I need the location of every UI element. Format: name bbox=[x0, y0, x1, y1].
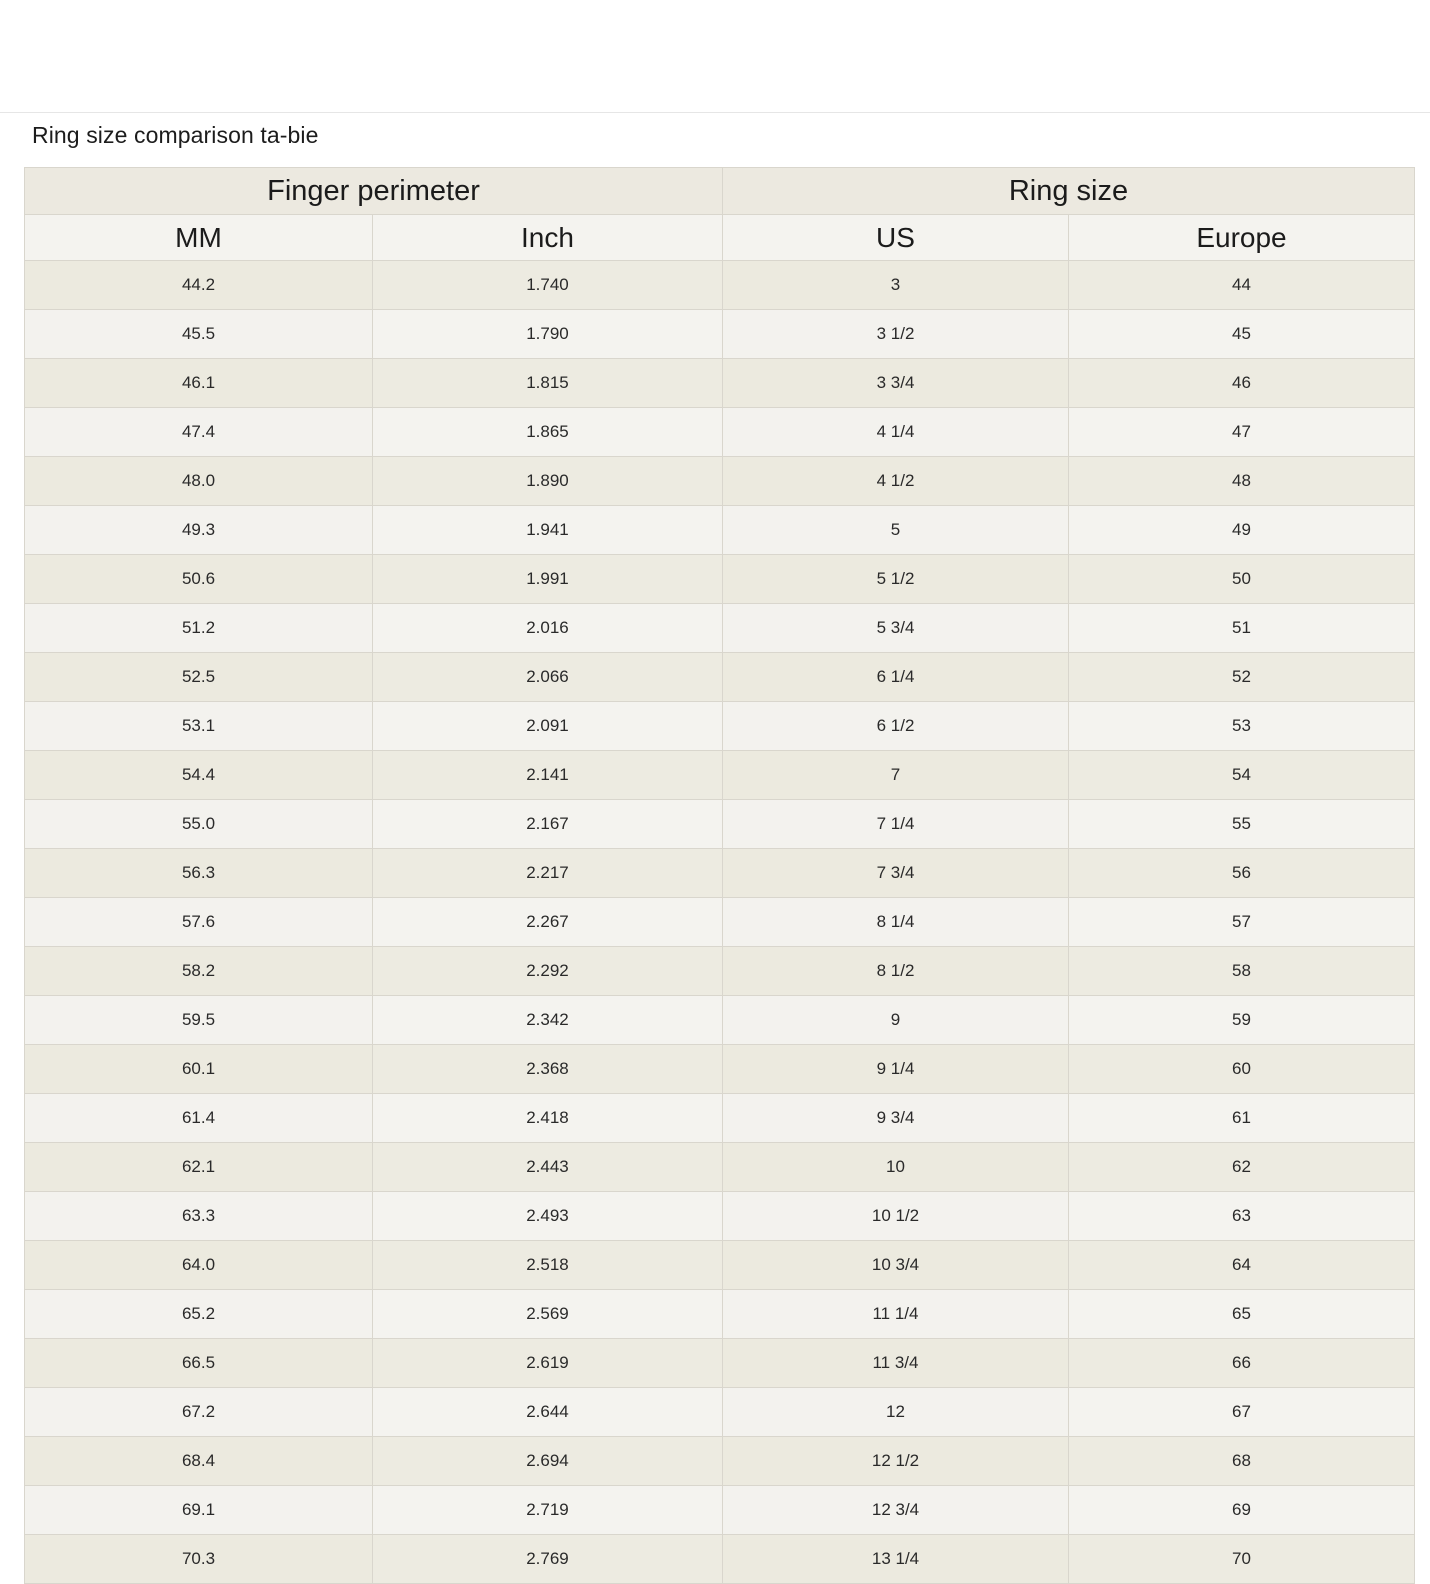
table-cell-eu: 54 bbox=[1069, 751, 1415, 800]
table-cell-us: 5 bbox=[723, 506, 1069, 555]
table-cell-inch: 2.719 bbox=[373, 1486, 723, 1535]
table-cell-inch: 2.066 bbox=[373, 653, 723, 702]
ring-size-table-container bbox=[24, 167, 1414, 1584]
table-cell-inch: 2.694 bbox=[373, 1437, 723, 1486]
page-title: Ring size comparison ta-bie bbox=[32, 122, 319, 148]
table-cell-us: 5 1/2 bbox=[723, 555, 1069, 604]
table-cell-us: 7 1/4 bbox=[723, 800, 1069, 849]
table-cell-mm: 60.1 bbox=[25, 1045, 373, 1094]
column-header-us: US bbox=[723, 215, 1069, 261]
table-cell-eu: 59 bbox=[1069, 996, 1415, 1045]
table-cell-us: 10 bbox=[723, 1143, 1069, 1192]
table-cell-inch: 2.644 bbox=[373, 1388, 723, 1437]
table-cell-mm: 56.3 bbox=[25, 849, 373, 898]
table-cell-us: 8 1/4 bbox=[723, 898, 1069, 947]
group-header-finger-perimeter: Finger perimeter bbox=[25, 168, 723, 215]
table-cell-eu: 67 bbox=[1069, 1388, 1415, 1437]
table-cell-eu: 50 bbox=[1069, 555, 1415, 604]
table-row bbox=[25, 1094, 1415, 1143]
table-row bbox=[25, 310, 1415, 359]
table-row bbox=[25, 898, 1415, 947]
table-cell-eu: 70 bbox=[1069, 1535, 1415, 1584]
table-row bbox=[25, 408, 1415, 457]
table-head bbox=[25, 168, 1415, 261]
table-row bbox=[25, 261, 1415, 310]
table-row bbox=[25, 1192, 1415, 1241]
table-cell-inch: 2.418 bbox=[373, 1094, 723, 1143]
table-cell-mm: 47.4 bbox=[25, 408, 373, 457]
table-cell-eu: 53 bbox=[1069, 702, 1415, 751]
table-row bbox=[25, 1388, 1415, 1437]
table-row bbox=[25, 457, 1415, 506]
table-cell-eu: 51 bbox=[1069, 604, 1415, 653]
table-cell-eu: 64 bbox=[1069, 1241, 1415, 1290]
table-cell-mm: 52.5 bbox=[25, 653, 373, 702]
table-cell-eu: 47 bbox=[1069, 408, 1415, 457]
table-cell-inch: 1.941 bbox=[373, 506, 723, 555]
table-cell-mm: 61.4 bbox=[25, 1094, 373, 1143]
table-cell-eu: 60 bbox=[1069, 1045, 1415, 1094]
table-cell-eu: 52 bbox=[1069, 653, 1415, 702]
table-row bbox=[25, 1339, 1415, 1388]
column-header-inch: Inch bbox=[373, 215, 723, 261]
table-cell-mm: 58.2 bbox=[25, 947, 373, 996]
table-cell-mm: 49.3 bbox=[25, 506, 373, 555]
group-header-ring-size: Ring size bbox=[723, 168, 1415, 215]
table-group-header-row bbox=[25, 168, 1415, 215]
table-cell-eu: 68 bbox=[1069, 1437, 1415, 1486]
table-cell-mm: 45.5 bbox=[25, 310, 373, 359]
column-header-europe: Europe bbox=[1069, 215, 1415, 261]
table-cell-inch: 1.815 bbox=[373, 359, 723, 408]
table-cell-mm: 46.1 bbox=[25, 359, 373, 408]
table-cell-inch: 2.769 bbox=[373, 1535, 723, 1584]
table-cell-inch: 2.342 bbox=[373, 996, 723, 1045]
table-cell-us: 8 1/2 bbox=[723, 947, 1069, 996]
table-row bbox=[25, 653, 1415, 702]
table-cell-inch: 2.368 bbox=[373, 1045, 723, 1094]
table-cell-inch: 2.091 bbox=[373, 702, 723, 751]
table-cell-eu: 69 bbox=[1069, 1486, 1415, 1535]
table-cell-us: 10 3/4 bbox=[723, 1241, 1069, 1290]
table-row bbox=[25, 751, 1415, 800]
page-top-band bbox=[0, 0, 1430, 113]
table-cell-us: 6 1/2 bbox=[723, 702, 1069, 751]
table-cell-mm: 59.5 bbox=[25, 996, 373, 1045]
table-cell-mm: 68.4 bbox=[25, 1437, 373, 1486]
table-row bbox=[25, 1486, 1415, 1535]
table-cell-inch: 2.141 bbox=[373, 751, 723, 800]
table-cell-inch: 2.217 bbox=[373, 849, 723, 898]
table-cell-eu: 48 bbox=[1069, 457, 1415, 506]
table-cell-inch: 1.790 bbox=[373, 310, 723, 359]
table-cell-inch: 1.740 bbox=[373, 261, 723, 310]
table-column-header-row bbox=[25, 215, 1415, 261]
table-cell-inch: 2.518 bbox=[373, 1241, 723, 1290]
table-cell-inch: 1.890 bbox=[373, 457, 723, 506]
table-cell-us: 13 1/4 bbox=[723, 1535, 1069, 1584]
table-body bbox=[25, 261, 1415, 1584]
table-cell-us: 4 1/2 bbox=[723, 457, 1069, 506]
table-cell-us: 11 1/4 bbox=[723, 1290, 1069, 1339]
table-cell-us: 7 3/4 bbox=[723, 849, 1069, 898]
table-cell-eu: 66 bbox=[1069, 1339, 1415, 1388]
table-cell-us: 12 1/2 bbox=[723, 1437, 1069, 1486]
table-cell-mm: 65.2 bbox=[25, 1290, 373, 1339]
table-cell-us: 9 bbox=[723, 996, 1069, 1045]
table-row bbox=[25, 996, 1415, 1045]
column-header-mm: MM bbox=[25, 215, 373, 261]
table-cell-inch: 2.569 bbox=[373, 1290, 723, 1339]
table-cell-eu: 58 bbox=[1069, 947, 1415, 996]
table-cell-eu: 61 bbox=[1069, 1094, 1415, 1143]
table-cell-mm: 63.3 bbox=[25, 1192, 373, 1241]
table-cell-us: 12 3/4 bbox=[723, 1486, 1069, 1535]
table-cell-us: 5 3/4 bbox=[723, 604, 1069, 653]
table-row bbox=[25, 1143, 1415, 1192]
table-cell-eu: 57 bbox=[1069, 898, 1415, 947]
table-cell-mm: 67.2 bbox=[25, 1388, 373, 1437]
table-row bbox=[25, 1290, 1415, 1339]
table-cell-inch: 2.443 bbox=[373, 1143, 723, 1192]
table-cell-mm: 55.0 bbox=[25, 800, 373, 849]
table-cell-mm: 70.3 bbox=[25, 1535, 373, 1584]
table-cell-mm: 44.2 bbox=[25, 261, 373, 310]
table-cell-mm: 54.4 bbox=[25, 751, 373, 800]
table-row bbox=[25, 1241, 1415, 1290]
table-cell-inch: 2.167 bbox=[373, 800, 723, 849]
table-row bbox=[25, 1437, 1415, 1486]
ring-size-table bbox=[24, 167, 1415, 1584]
table-cell-us: 9 3/4 bbox=[723, 1094, 1069, 1143]
table-row bbox=[25, 849, 1415, 898]
table-cell-us: 3 1/2 bbox=[723, 310, 1069, 359]
table-row bbox=[25, 555, 1415, 604]
table-cell-eu: 55 bbox=[1069, 800, 1415, 849]
table-cell-mm: 62.1 bbox=[25, 1143, 373, 1192]
table-cell-us: 3 3/4 bbox=[723, 359, 1069, 408]
table-row bbox=[25, 947, 1415, 996]
table-row bbox=[25, 506, 1415, 555]
table-cell-eu: 63 bbox=[1069, 1192, 1415, 1241]
table-cell-mm: 50.6 bbox=[25, 555, 373, 604]
table-row bbox=[25, 702, 1415, 751]
table-cell-eu: 46 bbox=[1069, 359, 1415, 408]
table-cell-us: 11 3/4 bbox=[723, 1339, 1069, 1388]
table-cell-us: 3 bbox=[723, 261, 1069, 310]
table-cell-eu: 45 bbox=[1069, 310, 1415, 359]
table-cell-inch: 1.865 bbox=[373, 408, 723, 457]
table-cell-us: 6 1/4 bbox=[723, 653, 1069, 702]
table-cell-eu: 49 bbox=[1069, 506, 1415, 555]
table-cell-inch: 2.016 bbox=[373, 604, 723, 653]
table-row bbox=[25, 1045, 1415, 1094]
table-row bbox=[25, 604, 1415, 653]
table-cell-us: 12 bbox=[723, 1388, 1069, 1437]
table-cell-eu: 65 bbox=[1069, 1290, 1415, 1339]
table-cell-us: 10 1/2 bbox=[723, 1192, 1069, 1241]
table-cell-inch: 2.292 bbox=[373, 947, 723, 996]
table-cell-mm: 66.5 bbox=[25, 1339, 373, 1388]
table-cell-mm: 53.1 bbox=[25, 702, 373, 751]
table-cell-inch: 2.619 bbox=[373, 1339, 723, 1388]
table-cell-eu: 56 bbox=[1069, 849, 1415, 898]
table-cell-us: 9 1/4 bbox=[723, 1045, 1069, 1094]
table-cell-mm: 51.2 bbox=[25, 604, 373, 653]
table-cell-mm: 48.0 bbox=[25, 457, 373, 506]
table-cell-eu: 44 bbox=[1069, 261, 1415, 310]
table-row bbox=[25, 359, 1415, 408]
table-cell-inch: 2.493 bbox=[373, 1192, 723, 1241]
table-cell-inch: 2.267 bbox=[373, 898, 723, 947]
table-cell-mm: 64.0 bbox=[25, 1241, 373, 1290]
table-row bbox=[25, 800, 1415, 849]
page-top-faint-text bbox=[220, 44, 1210, 78]
table-cell-eu: 62 bbox=[1069, 1143, 1415, 1192]
table-cell-inch: 1.991 bbox=[373, 555, 723, 604]
table-cell-mm: 69.1 bbox=[25, 1486, 373, 1535]
table-row bbox=[25, 1535, 1415, 1584]
table-cell-us: 7 bbox=[723, 751, 1069, 800]
table-cell-us: 4 1/4 bbox=[723, 408, 1069, 457]
table-cell-mm: 57.6 bbox=[25, 898, 373, 947]
